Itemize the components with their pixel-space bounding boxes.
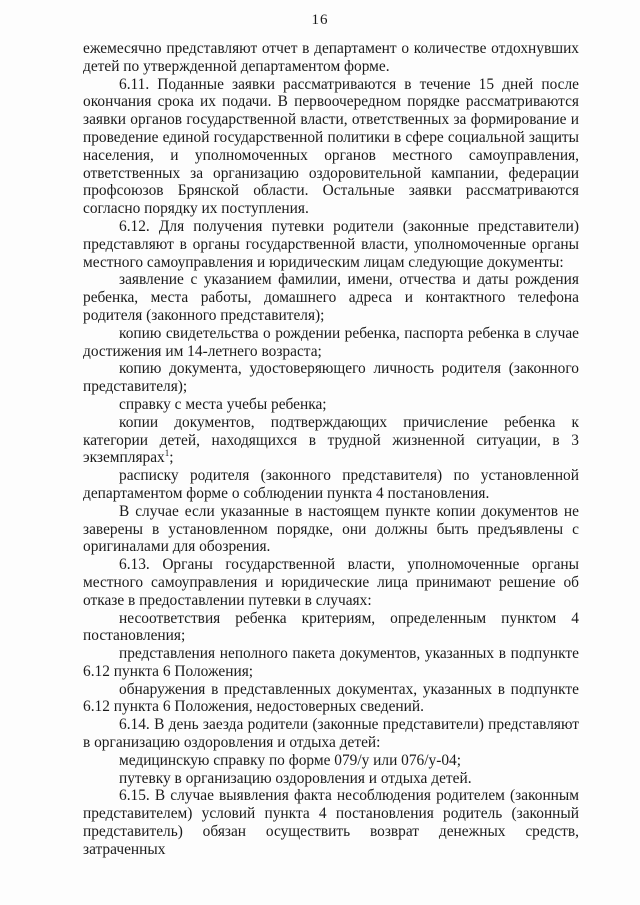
footnote-marker: 1 [164, 448, 170, 459]
list-item-category-documents [83, 414, 579, 467]
list-item-parent-receipt: расписку родителя (законного представителя) по установленной департаментом форме о соблюдении пункта 4 постановления. [83, 467, 579, 502]
list-item-voucher: путевку в организацию оздоровления и отдыха детей. [119, 769, 472, 787]
list-item-application: заявление с указанием фамилии, имени, отчества и даты рождения ребенка, места работы, домашнего адреса и контактного телефона родителя (законного представителя); [83, 271, 579, 324]
list-item-school-certificate: справку с места учебы ребенка; [119, 395, 327, 413]
paragraph-continuation: ежемесячно представляют отчет в департамент о количестве отдохнувших детей по утвержденной департаментом форме. [83, 40, 579, 75]
paragraph-6-13: 6.13. Органы государственной власти, уполномоченные органы местного самоуправления и юридические лица принимают решение об отказе в предоставлении путевки в случаях: [83, 556, 579, 609]
page-number: 16 [311, 12, 329, 28]
paragraph-6-15: 6.15. В случае выявления факта несоблюдения родителем (законным представителем) условий пункта 4 постановления родитель (законный представитель) обязан осуществить возврат денежных средств, затраченных [83, 787, 579, 858]
list-item-birth-certificate: копию свидетельства о рождении ребенка, паспорта ребенка в случае достижения им 14-летнего возраста; [83, 324, 579, 360]
list-item-identity-document: копию документа, удостоверяющего личность родителя (законного представителя); [83, 360, 579, 396]
paragraph-6-14: 6.14. В день заезда родители (законные представители) представляют в организацию оздоровления и отдыха детей: [83, 716, 579, 752]
list-item-false-information: обнаружения в представленных документах, указанных в подпункте 6.12 пункта 6 Положения, недостоверных сведений. [83, 680, 579, 716]
paragraph-6-11: 6.11. Поданные заявки рассматриваются в течение 15 дней после окончания срока их подачи. В первоочередном порядке рассматриваются заявки органов государственной власти, ответственных за формирование и проведение единой государственной политики в сфере социальной защиты населения, и уполномоченных органов местного самоуправления, ответственных за организацию оздоровительной кампании, федерации профсоюзов Брянской области. Остальные заявки рассматриваются согласно порядку их поступления. [83, 75, 579, 218]
paragraph-copies-note: В случае если указанные в настоящем пункте копии документов не заверены в установленном порядке, они должны быть предъявлены с оригиналами для обозрения. [83, 502, 579, 556]
list-item-category-text: копии документов, подтверждающих причисление ребенка к категории детей, находящихся в трудной жизненной ситуации, в 3 экземплярах [83, 413, 579, 467]
paragraph-6-12: 6.12. Для получения путевки родители (законные представители) представляют в органы государственной власти, уполномоченные органы местного самоуправления и юридическим лицам следующие документы: [83, 217, 579, 271]
list-item-category-end: ; [169, 449, 174, 467]
list-item-incomplete-package: представления неполного пакета документов, указанных в подпункте 6.12 пункта 6 Положения; [83, 645, 579, 680]
list-item-medical-certificate: медицинскую справку по форме 079/у или 076/у-04; [119, 751, 462, 769]
document-body [83, 40, 579, 859]
list-item-criteria-mismatch: несоответствия ребенка критериям, определенным пунктом 4 постановления; [83, 609, 579, 645]
